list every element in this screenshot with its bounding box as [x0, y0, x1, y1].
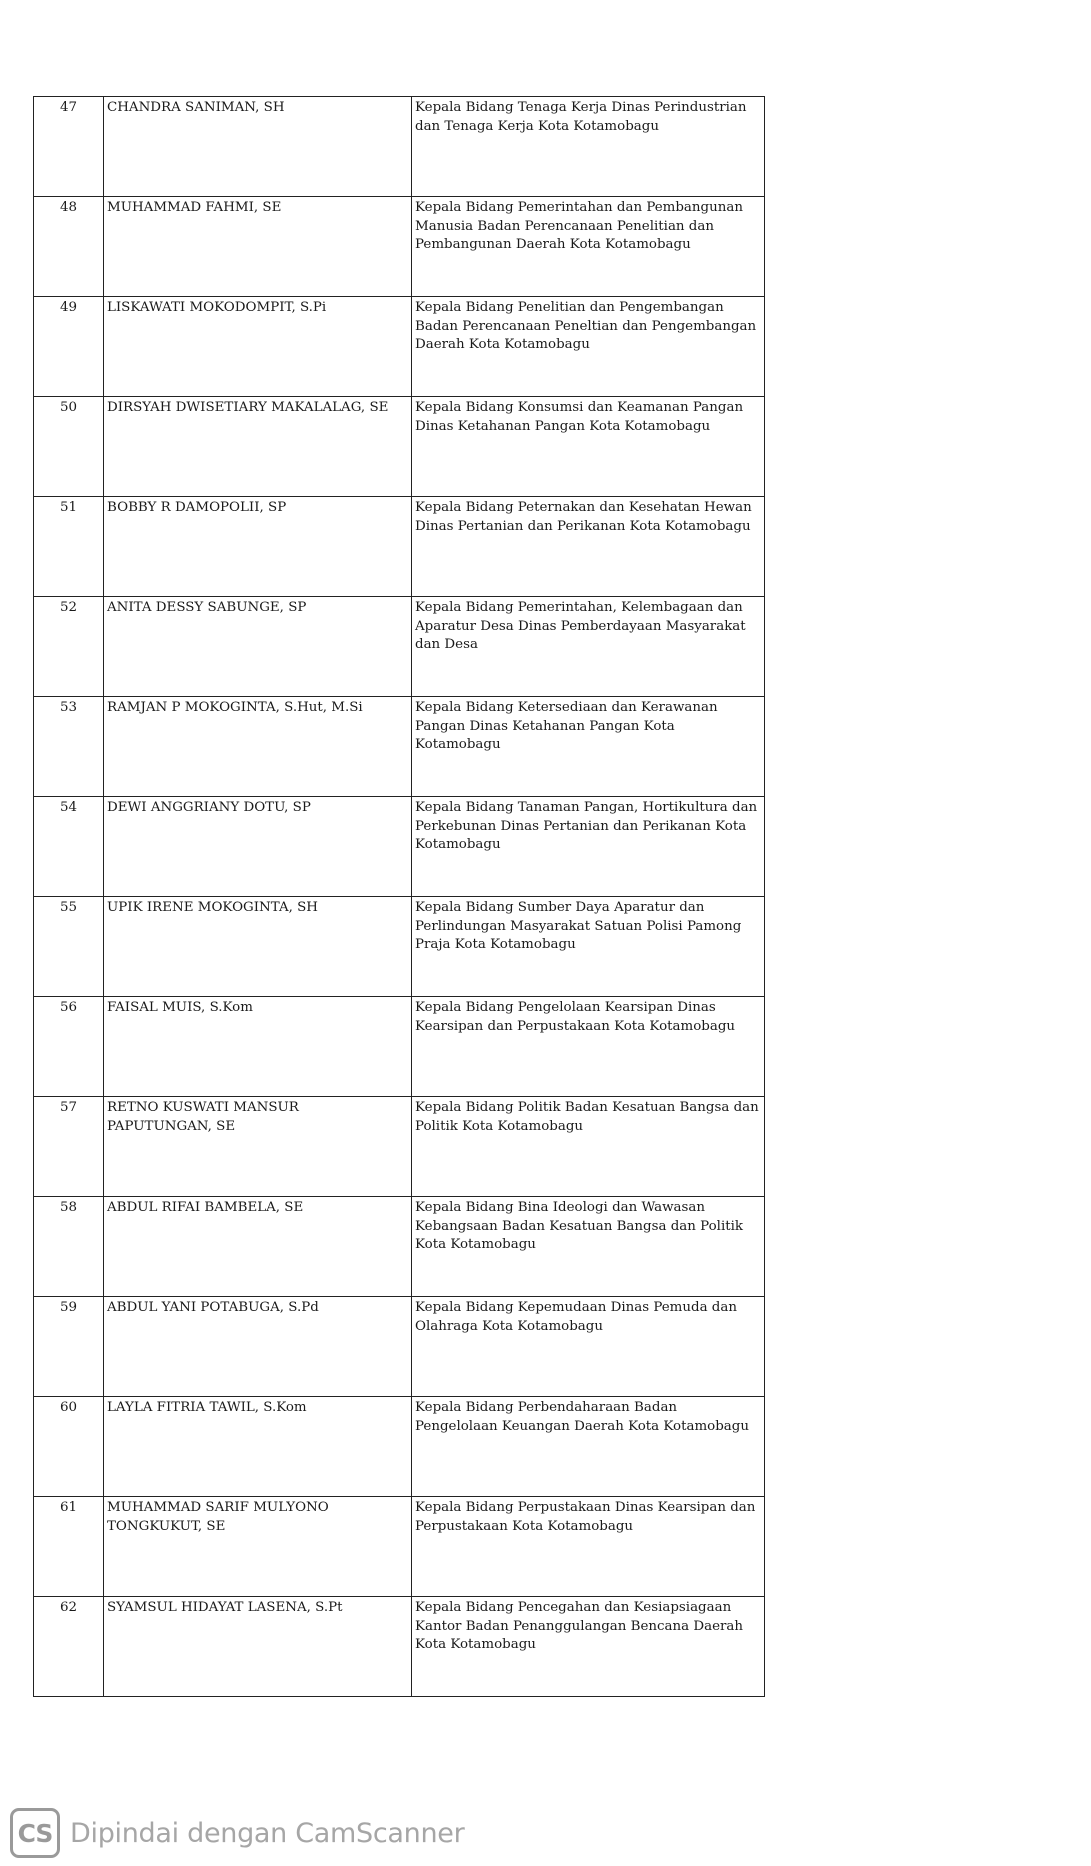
row-number: 49	[34, 297, 104, 397]
official-name: LISKAWATI MOKODOMPIT, S.Pi	[104, 297, 412, 397]
official-name: ABDUL RIFAI BAMBELA, SE	[104, 1197, 412, 1297]
row-number: 50	[34, 397, 104, 497]
row-number: 47	[34, 97, 104, 197]
official-name: RETNO KUSWATI MANSUR PAPUTUNGAN, SE	[104, 1097, 412, 1197]
official-name: RAMJAN P MOKOGINTA, S.Hut, M.Si	[104, 697, 412, 797]
table-row	[34, 1097, 765, 1197]
row-number: 52	[34, 597, 104, 697]
row-number: 61	[34, 1497, 104, 1597]
officials-table	[33, 96, 765, 1697]
table-row	[34, 297, 765, 397]
official-name: DEWI ANGGRIANY DOTU, SP	[104, 797, 412, 897]
row-number: 60	[34, 1397, 104, 1497]
official-position: Kepala Bidang Tenaga Kerja Dinas Perindustrian dan Tenaga Kerja Kota Kotamobagu	[412, 97, 765, 197]
row-number: 57	[34, 1097, 104, 1197]
official-name: MUHAMMAD FAHMI, SE	[104, 197, 412, 297]
official-position: Kepala Bidang Pengelolaan Kearsipan Dinas Kearsipan dan Perpustakaan Kota Kotamobagu	[412, 997, 765, 1097]
official-position: Kepala Bidang Tanaman Pangan, Hortikultura dan Perkebunan Dinas Pertanian dan Perikanan Kota Kotamobagu	[412, 797, 765, 897]
row-number: 48	[34, 197, 104, 297]
official-name: ANITA DESSY SABUNGE, SP	[104, 597, 412, 697]
official-position: Kepala Bidang Penelitian dan Pengembangan Badan Perencanaan Peneltian dan Pengembangan Daerah Kota Kotamobagu	[412, 297, 765, 397]
row-number: 56	[34, 997, 104, 1097]
official-name: MUHAMMAD SARIF MULYONO TONGKUKUT, SE	[104, 1497, 412, 1597]
official-position: Kepala Bidang Kepemudaan Dinas Pemuda dan Olahraga Kota Kotamobagu	[412, 1297, 765, 1397]
row-number: 55	[34, 897, 104, 997]
row-number: 51	[34, 497, 104, 597]
official-position: Kepala Bidang Perbendaharaan Badan Pengelolaan Keuangan Daerah Kota Kotamobagu	[412, 1397, 765, 1497]
official-position: Kepala Bidang Ketersediaan dan Kerawanan Pangan Dinas Ketahanan Pangan Kota Kotamobagu	[412, 697, 765, 797]
table-row	[34, 797, 765, 897]
camscanner-watermark	[10, 1808, 464, 1858]
official-name: ABDUL YANI POTABUGA, S.Pd	[104, 1297, 412, 1397]
official-name: UPIK IRENE MOKOGINTA, SH	[104, 897, 412, 997]
official-position: Kepala Bidang Konsumsi dan Keamanan Pangan Dinas Ketahanan Pangan Kota Kotamobagu	[412, 397, 765, 497]
table-row	[34, 1597, 765, 1697]
row-number: 58	[34, 1197, 104, 1297]
table-row	[34, 1397, 765, 1497]
official-name: FAISAL MUIS, S.Kom	[104, 997, 412, 1097]
official-position: Kepala Bidang Perpustakaan Dinas Kearsipan dan Perpustakaan Kota Kotamobagu	[412, 1497, 765, 1597]
official-position: Kepala Bidang Pemerintahan, Kelembagaan dan Aparatur Desa Dinas Pemberdayaan Masyarakat dan Desa	[412, 597, 765, 697]
table-row	[34, 697, 765, 797]
official-name: LAYLA FITRIA TAWIL, S.Kom	[104, 1397, 412, 1497]
camscanner-logo-icon: CS	[10, 1808, 60, 1858]
table-row	[34, 1497, 765, 1597]
table-row	[34, 597, 765, 697]
official-position: Kepala Bidang Pencegahan dan Kesiapsiagaan Kantor Badan Penanggulangan Bencana Daerah Kota Kotamobagu	[412, 1597, 765, 1697]
camscanner-watermark-text: Dipindai dengan CamScanner	[70, 1817, 465, 1849]
official-name: SYAMSUL HIDAYAT LASENA, S.Pt	[104, 1597, 412, 1697]
table-row	[34, 1297, 765, 1397]
officials-table-body	[34, 97, 765, 1697]
official-name: BOBBY R DAMOPOLII, SP	[104, 497, 412, 597]
official-position: Kepala Bidang Politik Badan Kesatuan Bangsa dan Politik Kota Kotamobagu	[412, 1097, 765, 1197]
table-row	[34, 97, 765, 197]
table-row	[34, 397, 765, 497]
row-number: 62	[34, 1597, 104, 1697]
row-number: 59	[34, 1297, 104, 1397]
table-row	[34, 1197, 765, 1297]
table-row	[34, 497, 765, 597]
official-position: Kepala Bidang Peternakan dan Kesehatan Hewan Dinas Pertanian dan Perikanan Kota Kotamobagu	[412, 497, 765, 597]
table-row	[34, 197, 765, 297]
official-position: Kepala Bidang Bina Ideologi dan Wawasan Kebangsaan Badan Kesatuan Bangsa dan Politik Kota Kotamobagu	[412, 1197, 765, 1297]
official-position: Kepala Bidang Pemerintahan dan Pembangunan Manusia Badan Perencanaan Penelitian dan Pembangunan Daerah Kota Kotamobagu	[412, 197, 765, 297]
table-row	[34, 897, 765, 997]
row-number: 53	[34, 697, 104, 797]
official-name: CHANDRA SANIMAN, SH	[104, 97, 412, 197]
row-number: 54	[34, 797, 104, 897]
table-row	[34, 997, 765, 1097]
official-position: Kepala Bidang Sumber Daya Aparatur dan Perlindungan Masyarakat Satuan Polisi Pamong Praja Kota Kotamobagu	[412, 897, 765, 997]
official-name: DIRSYAH DWISETIARY MAKALALAG, SE	[104, 397, 412, 497]
